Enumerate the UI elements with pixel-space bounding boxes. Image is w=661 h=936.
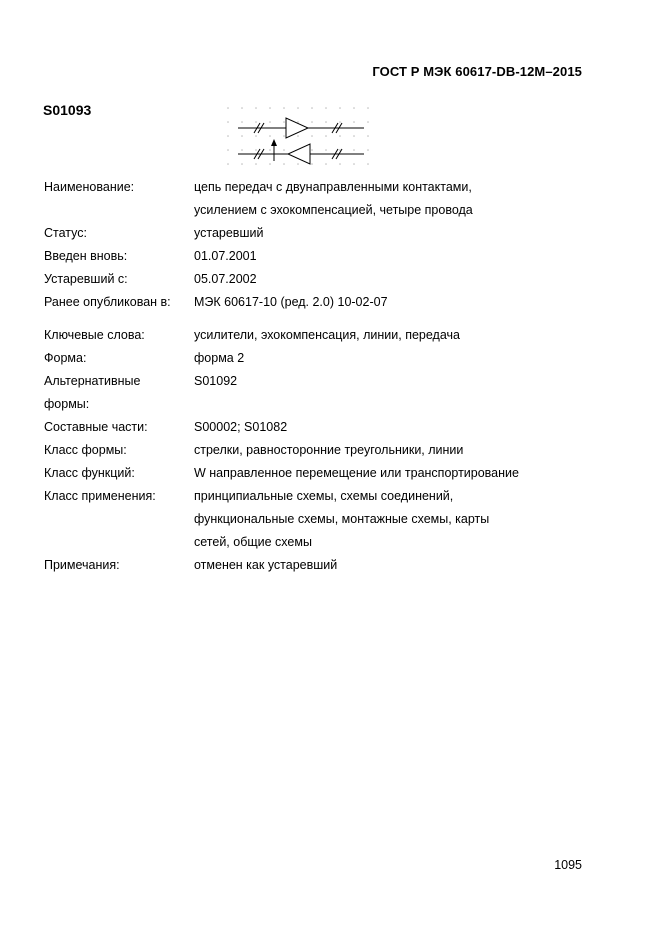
property-row-obsolete-since [44,268,604,291]
property-label: Форма: [44,351,87,365]
property-row-name [44,176,604,222]
property-row-introduced [44,245,604,268]
property-value: стрелки, равносторонние треугольники, линии [194,443,464,457]
property-label: Примечания: [44,558,120,572]
property-value: 01.07.2001 [194,249,257,263]
symbol-strokes [238,118,364,164]
property-label: Устаревший с: [44,272,128,286]
property-label: Альтернативные формы: [44,374,141,411]
property-row-application-class [44,485,604,554]
property-value: усилители, эхокомпенсация, линии, передача [194,328,460,342]
property-value: устаревший [194,226,264,240]
property-value: принципиальные схемы, схемы соединений, функциональные схемы, монтажные схемы, карты сетей, общие схемы [194,489,490,549]
property-value: W направленное перемещение или транспортирование [194,466,519,480]
property-label: Наименование: [44,180,135,194]
page-number: 1095 [554,858,582,872]
property-row-alternative-forms [44,370,604,416]
property-value: форма 2 [194,351,245,365]
property-row-components [44,416,604,439]
property-row-notes [44,554,604,577]
property-row-status [44,222,604,245]
two-way-amplifier-four-wire-icon [224,104,372,174]
property-row-function-class [44,462,604,485]
property-value: 05.07.2002 [194,272,257,286]
document-standard-header: ГОСТ Р МЭК 60617-DB-12M–2015 [372,64,582,79]
property-value: МЭК 60617-10 (ред. 2.0) 10-02-07 [194,295,388,309]
property-label: Введен вновь: [44,249,128,263]
property-label: Класс применения: [44,489,156,503]
property-row-previously-published [44,291,604,314]
property-row-form [44,347,604,370]
property-label: Статус: [44,226,87,240]
property-row-keywords [44,324,604,347]
property-value: S01092 [194,374,238,388]
symbol-properties [44,176,604,577]
property-label: Ключевые слова: [44,328,145,342]
property-label: Ранее опубликован в: [44,295,171,309]
property-value: цепь передач с двунаправленными контактами, усилением с эхокомпенсацией, четыре провода [194,180,473,217]
property-label: Составные части: [44,420,148,434]
symbol-code: S01093 [43,102,92,118]
property-label: Класс формы: [44,443,127,457]
echo-arrow-head-icon [271,139,277,146]
property-row-shape-class [44,439,604,462]
property-value: отменен как устаревший [194,558,338,572]
property-label: Класс функций: [44,466,135,480]
property-value: S00002; S01082 [194,420,288,434]
